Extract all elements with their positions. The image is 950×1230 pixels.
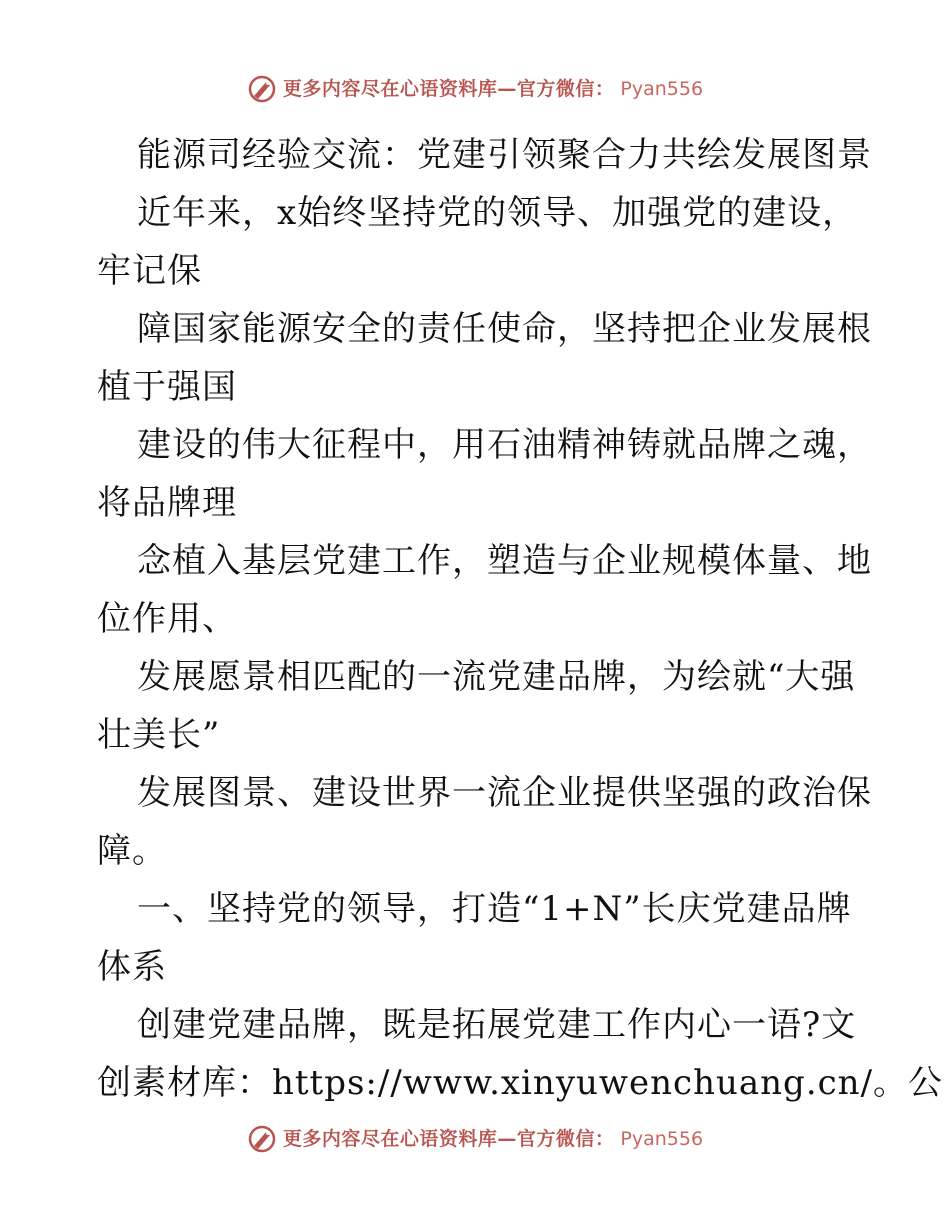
watermark-id: Pyan556 (620, 1128, 704, 1150)
text-line: 障。 (97, 831, 167, 871)
text-line: 障国家能源安全的责任使命，坚持把企业发展根 (137, 309, 872, 349)
text-line: 念植入基层党建工作，塑造与企业规模体量、地 (137, 541, 872, 581)
text-line: 近年来，x始终坚持党的领导、加强党的建设， (137, 193, 858, 233)
text-line: 位作用、 (97, 599, 237, 639)
document-title: 能源司经验交流：党建引领聚合力共绘发展图景 (137, 135, 872, 175)
watermark-text: 更多内容尽在心语资料库—官方微信： (282, 78, 615, 100)
document-body (97, 126, 944, 1112)
text-line: 发展愿景相匹配的一流党建品牌，为绘就“大强 (137, 657, 856, 697)
text-line: 牢记保 (97, 251, 202, 291)
text-line: 植于强国 (97, 367, 237, 407)
watermark-text: 更多内容尽在心语资料库—官方微信： (282, 1128, 615, 1150)
footer-watermark (0, 1124, 950, 1154)
pen-logo-icon (247, 1124, 277, 1154)
text-line: 体系 (97, 947, 167, 987)
header-watermark (0, 74, 950, 104)
text-line: 创建党建品牌，既是拓展党建工作内心一语?文 (137, 1005, 857, 1045)
text-line: 发展图景、建设世界一流企业提供坚强的政治保 (137, 773, 872, 813)
text-line: 壮美长” (97, 715, 221, 755)
pen-logo-icon (247, 74, 277, 104)
watermark-id: Pyan556 (620, 78, 704, 100)
text-line-url: 创素材库：https://www.xinyuwenchuang.cn/。公 (97, 1063, 944, 1103)
text-line: 将品牌理 (97, 483, 237, 523)
text-line: 建设的伟大征程中，用石油精神铸就品牌之魂， (137, 425, 872, 465)
section-heading: 一、坚持党的领导，打造“1+N”长庆党建品牌 (137, 889, 852, 929)
